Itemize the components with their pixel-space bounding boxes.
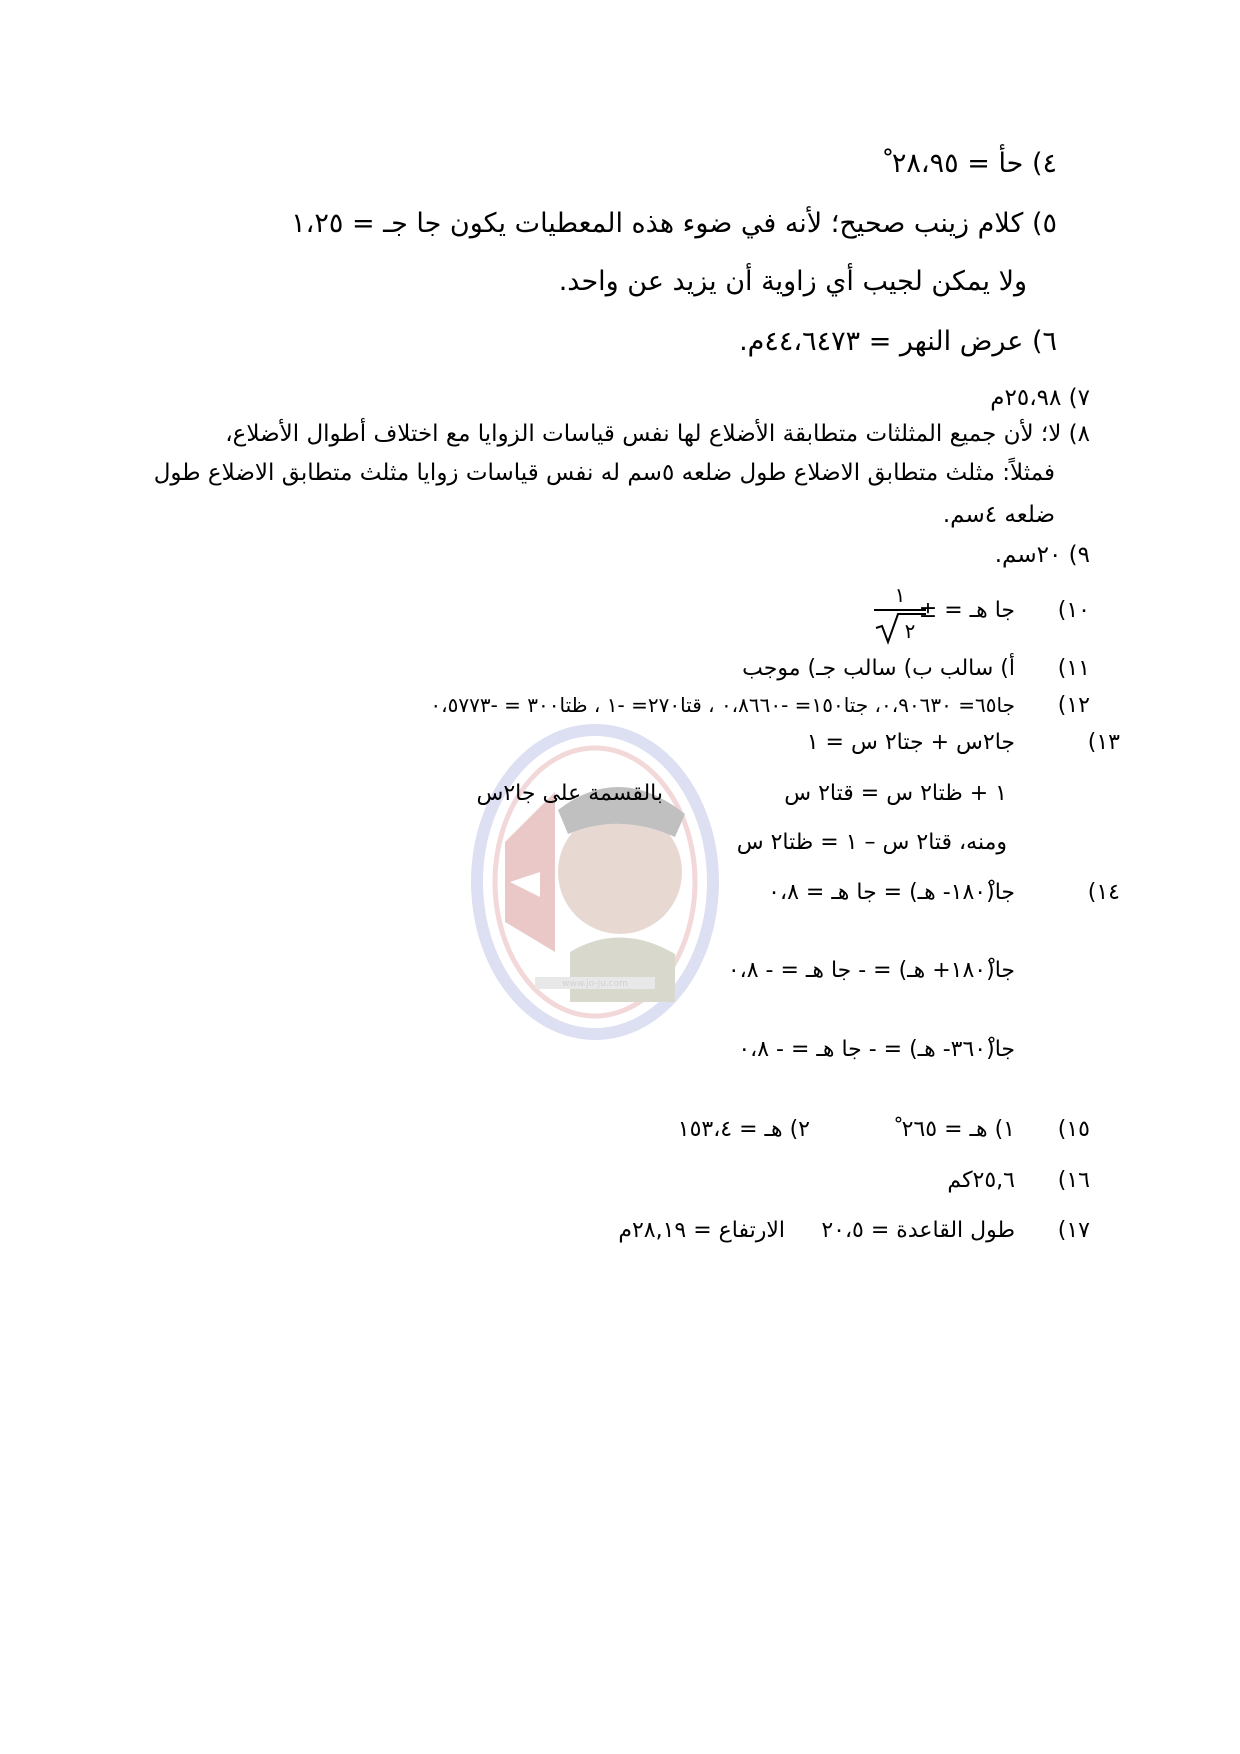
answer-16-text: ٢٥,٦كم [947, 1168, 1015, 1193]
answer-8-line-1: ٨) لا؛ لأن جميع المثلثات متطابقة الأضلاع لها نفس قياسات الزوايا مع اختلاف أطوال الأضلاع، [225, 421, 1090, 447]
answer-8-line-2: فمثلاً: مثلث متطابق الاضلاع طول ضلعه ٥سم له نفس قياسات زوايا مثلث متطابق الاضلاع طول [153, 460, 1055, 486]
answer-17-number: ١٧) [1057, 1218, 1090, 1243]
answer-10-text: جا هـ = ± [918, 598, 1015, 623]
answer-11-text: أ) سالب ب) سالب جـ) موجب [742, 656, 1015, 681]
watermark-text: www.jo-ju.com [562, 979, 628, 989]
answer-7: ٧) ٢٥،٩٨م [990, 385, 1090, 411]
answer-5-line-2: ولا يمكن لجيب أي زاوية أن يزيد عن واحد. [558, 266, 1027, 297]
answer-17-part-1: طول القاعدة = ٢٠،٥ [821, 1218, 1015, 1243]
answer-4: ٤) حأ = ٢٨،٩٥ ْ [884, 148, 1057, 179]
answer-14-line-1: جا(١٨٠ْ- هـ) = جا هـ = ٠،٨ [768, 880, 1015, 905]
answer-14-line-3: جا(٣٦٠ْ- هـ) = - جا هـ = - ٠،٨ [738, 1037, 1015, 1062]
answer-13-line-3: ومنه، قتا٢ س – ١ = ظتا٢ س [736, 830, 1007, 855]
answer-15-number: ١٥) [1057, 1117, 1090, 1142]
fraction-one-over-root-two [868, 576, 928, 646]
answer-15-part-1: ١) هـ = ٢٦٥ ْ [895, 1117, 1015, 1142]
answer-16-number: ١٦) [1057, 1168, 1090, 1193]
answer-11-number: ١١) [1057, 656, 1090, 681]
answer-12-number: ١٢) [1057, 693, 1090, 718]
answer-12-text: جا٦٥= ٠،٩٠٦٣٠، جتا١٥٠= -٠،٨٦٦٠ ، قتا٢٧٠= -١ ، ظتا٣٠٠ = -٠،٥٧٧٣ [430, 693, 1015, 717]
answer-14-line-2: جا(١٨٠ْ+ هـ) = - جا هـ = - ٠،٨ [727, 958, 1015, 983]
answer-13-line-1: جا٢س + جتا٢ س = ١ [806, 730, 1015, 755]
answer-5-line-1: ٥) كلام زينب صحيح؛ لأنه في ضوء هذه المعطيات يكون جا جـ = ١،٢٥ [291, 208, 1057, 239]
fraction-numerator: ١ [894, 583, 906, 607]
fraction-denominator: ٢ [904, 619, 916, 643]
answer-8-line-3: ضلعه ٤سم. [942, 502, 1055, 528]
answer-13-line-2: ١ + ظتا٢ س = قتا٢ س [784, 781, 1007, 806]
answer-14-number: ١٤) [1087, 880, 1120, 905]
answer-13-note: بالقسمة على جا٢س [476, 781, 663, 806]
answer-6: ٦) عرض النهر = ٤٤،٦٤٧٣م. [739, 326, 1057, 357]
answer-17-part-2: الارتفاع = ٢٨,١٩م [618, 1218, 785, 1243]
answer-13-number: ١٣) [1087, 730, 1120, 755]
answer-9: ٩) ٢٠سم. [994, 542, 1090, 568]
watermark-seal [470, 722, 720, 1042]
answer-15-part-2: ٢) هـ = ١٥٣،٤ [677, 1117, 810, 1142]
answer-10-number: ١٠) [1057, 598, 1090, 623]
